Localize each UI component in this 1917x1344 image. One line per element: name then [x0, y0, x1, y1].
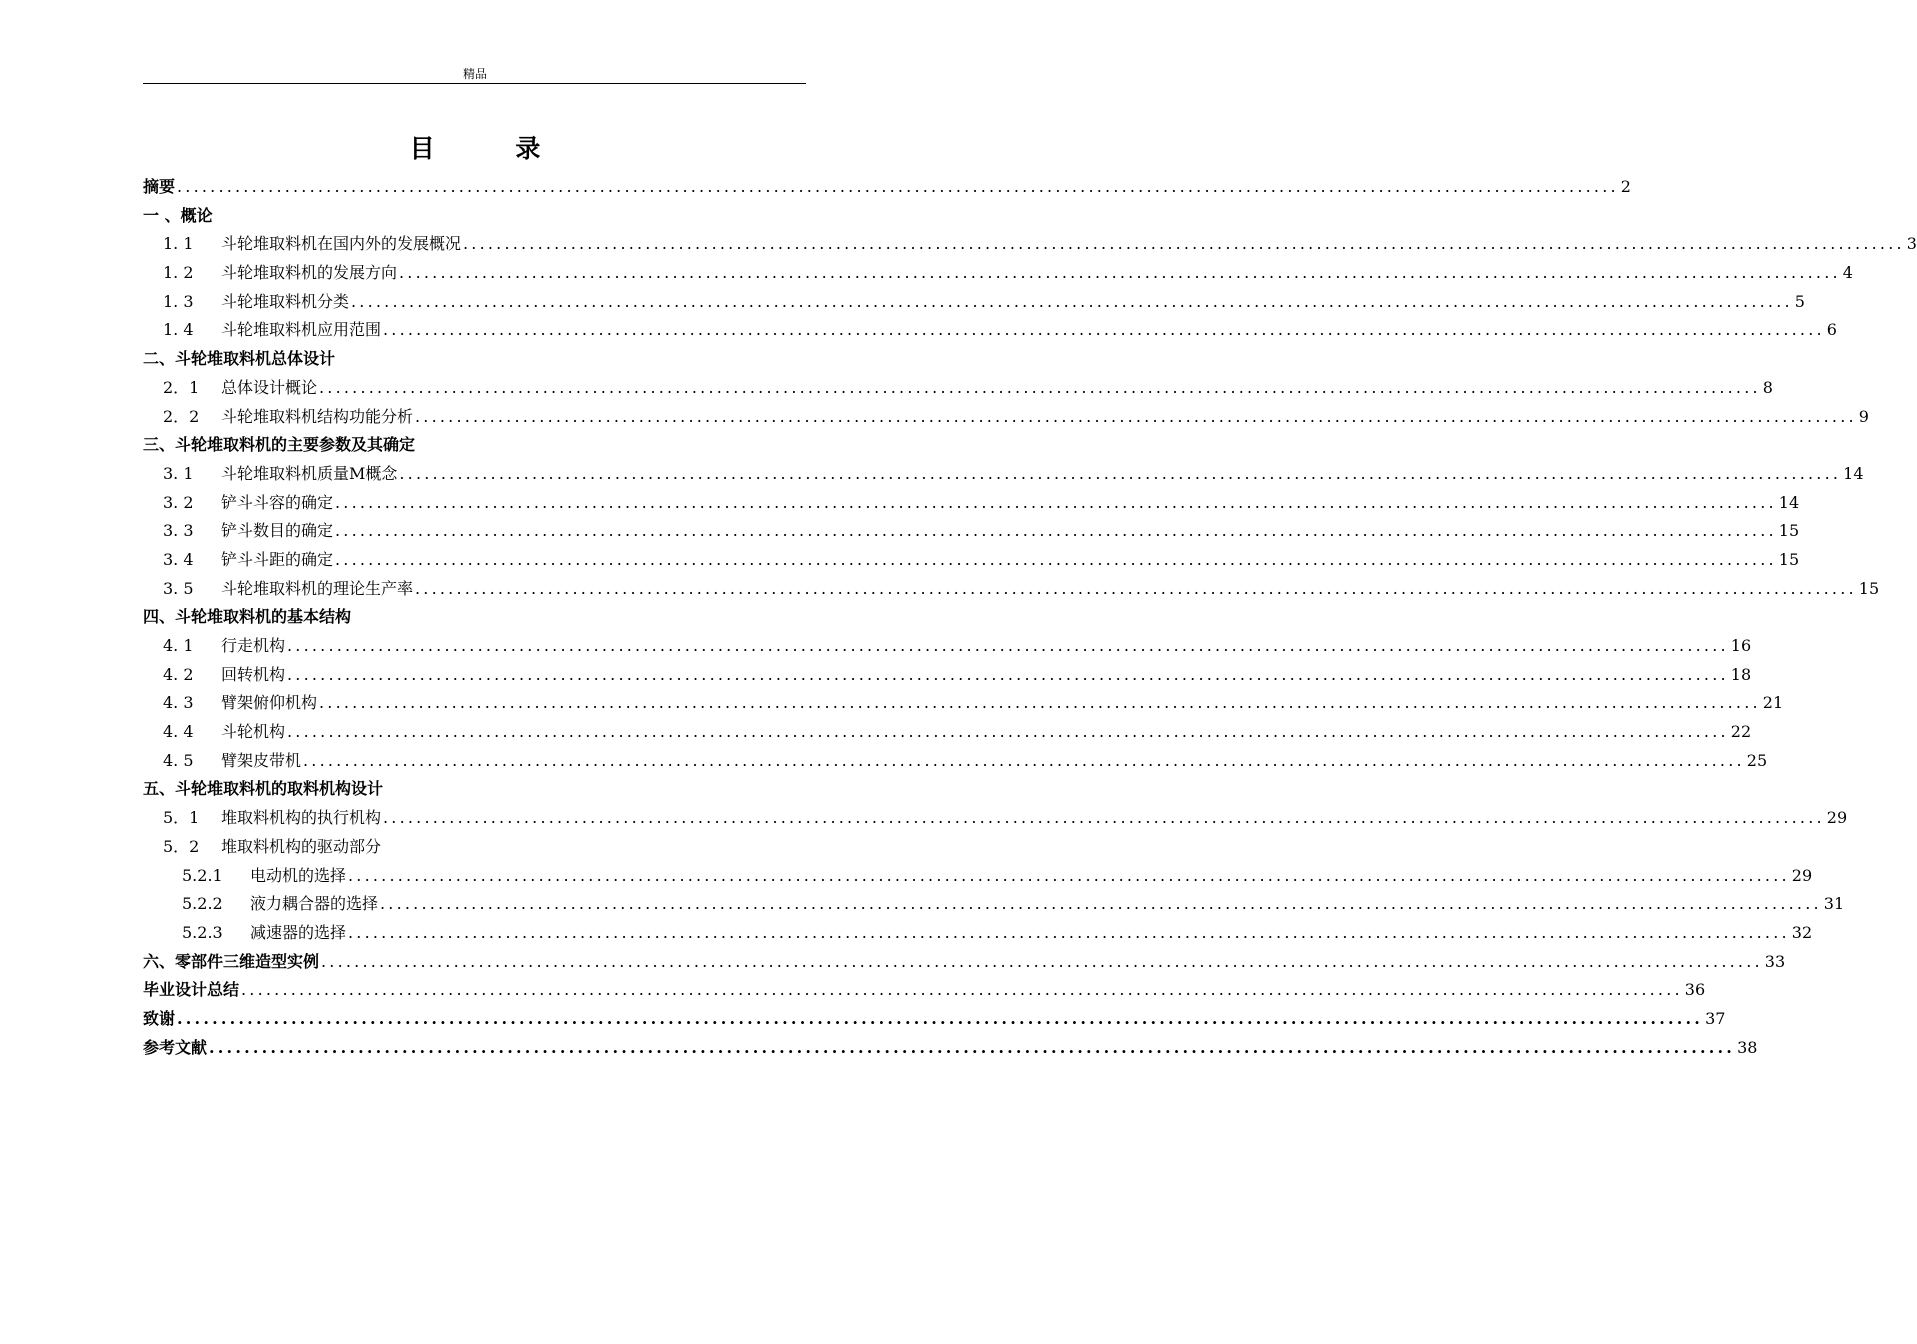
- toc-entry-label: 铲斗数目的确定: [221, 521, 334, 541]
- toc-entry[interactable]: [143, 1034, 1758, 1063]
- toc-leader-dots: ..............................................................................................................................................................................: [287, 636, 1729, 655]
- toc-entry-number: 2．1: [163, 377, 200, 397]
- toc-entry-label: 二、斗轮堆取料机总体设计: [143, 349, 336, 369]
- toc-entry[interactable]: [143, 489, 1800, 518]
- toc-leader-dots: ..............................................................................................................................................................................: [335, 521, 1777, 541]
- toc-leader-dots: ..............................................................................................................................................................................: [348, 922, 1790, 942]
- toc-leader-dots: ..............................................................................................................................................................................: [415, 578, 1857, 598]
- toc-entry-number: 5．1: [163, 808, 200, 828]
- toc-entry-label: 斗轮堆取料机应用范围: [221, 320, 382, 340]
- toc-entry-label: 一 、概论: [143, 205, 213, 225]
- toc-entry-page-number: 32: [1791, 922, 1813, 942]
- toc-entry-page-number: 15: [1778, 549, 1800, 569]
- toc-leader-dots: ..............................................................................................................................................................................: [399, 463, 1842, 483]
- toc-entry-number: 4. 4: [163, 722, 194, 742]
- toc-entry-label: 斗轮堆取料机的发展方向: [221, 263, 398, 283]
- toc-leader-dots: ..............................................................................................................................................................................: [351, 291, 1793, 311]
- toc-leader-dots: ..............................................................................................................................................................................: [348, 865, 1790, 885]
- toc-entry-number: 3. 1: [163, 463, 194, 483]
- toc-entry[interactable]: [143, 316, 1837, 345]
- toc-entry[interactable]: [143, 833, 867, 862]
- toc-entry-label: 斗轮堆取料机质量M概念: [221, 463, 398, 483]
- toc-entry[interactable]: [143, 546, 1800, 575]
- toc-entry-page-number: 2: [1620, 177, 1631, 196]
- toc-leader-dots: ..............................................................................................................................................................................: [335, 549, 1777, 569]
- toc-entry-page-number: 29: [1791, 865, 1813, 885]
- toc-entry[interactable]: [143, 948, 1786, 977]
- toc-entry-label: 三、斗轮堆取料机的主要参数及其确定: [143, 435, 416, 455]
- toc-entry[interactable]: [143, 976, 1706, 1005]
- toc-entry-page-number: 14: [1843, 463, 1864, 483]
- toc-entry[interactable]: [143, 517, 1800, 546]
- toc-leader-dots: ..............................................................................................................................................................................: [303, 750, 1745, 770]
- toc-entry[interactable]: [143, 747, 1768, 776]
- toc-entry-number: 3. 4: [163, 549, 194, 569]
- toc-title: 目 录: [409, 134, 577, 163]
- toc-entry[interactable]: [143, 288, 1805, 317]
- toc-entry-label: 臂架俯仰机构: [221, 693, 318, 713]
- toc-leader-dots: ..............................................................................................................................................................................: [287, 722, 1729, 742]
- toc-entry[interactable]: [143, 173, 1631, 202]
- toc-entry-number: 5.2.1: [182, 865, 223, 885]
- toc-entry[interactable]: [143, 919, 1813, 948]
- toc-entry[interactable]: [143, 775, 867, 804]
- toc-entry-page-number: 16: [1730, 636, 1752, 655]
- toc-entry-label: 铲斗斗距的确定: [221, 549, 334, 569]
- toc-entry[interactable]: [143, 259, 1853, 288]
- toc-entry-label: 总体设计概论: [221, 377, 318, 397]
- toc-entry-label: 回转机构: [221, 664, 286, 684]
- toc-entry-label: 电动机的选择: [250, 865, 347, 885]
- toc-leader-dots: ..............................................................................................................................................................................: [209, 1037, 1736, 1057]
- toc-entry-number: 1. 3: [163, 291, 194, 311]
- toc-entry[interactable]: [143, 890, 1845, 919]
- toc-entry[interactable]: [143, 603, 867, 632]
- toc-leader-dots: ..............................................................................................................................................................................: [287, 664, 1729, 684]
- toc-entry-label: 液力耦合器的选择: [250, 894, 379, 914]
- toc-entry-label: 四、斗轮堆取料机的基本结构: [143, 607, 352, 627]
- toc-entry[interactable]: [143, 718, 1752, 747]
- toc-entry-label: 五、斗轮堆取料机的取料机构设计: [143, 779, 384, 799]
- toc-entry-label: 致谢: [143, 1008, 176, 1028]
- toc-entry-page-number: 25: [1746, 750, 1768, 770]
- toc-entry-label: 参考文献: [143, 1037, 208, 1057]
- toc-entry-page-number: 36: [1684, 980, 1706, 1000]
- toc-entry-number: 4. 1: [163, 636, 194, 655]
- toc-entry-page-number: 15: [1858, 578, 1880, 598]
- toc-entry-number: 4. 5: [163, 750, 194, 770]
- toc-leader-dots: ..............................................................................................................................................................................: [415, 406, 1857, 426]
- toc-entry[interactable]: [143, 862, 1813, 891]
- toc-entry-number: 5.2.3: [182, 922, 223, 942]
- toc-entry-label: 斗轮堆取料机的理论生产率: [221, 578, 414, 598]
- toc-entry-number: 5.2.2: [182, 894, 223, 914]
- toc-entry[interactable]: [143, 403, 1869, 432]
- toc-leader-dots: ..............................................................................................................................................................................: [463, 234, 1905, 254]
- toc-entry[interactable]: [143, 689, 1784, 718]
- toc-entry-label: 堆取料机构的驱动部分: [221, 836, 382, 856]
- toc-entry-page-number: 4: [1842, 263, 1853, 283]
- toc-entry-page-number: 6: [1826, 320, 1837, 340]
- table-of-contents: [143, 173, 1917, 1062]
- toc-entry-page-number: 14: [1778, 492, 1800, 512]
- header-rule: [143, 83, 806, 84]
- toc-leader-dots: ..............................................................................................................................................................................: [380, 894, 1822, 914]
- toc-entry-number: 1. 2: [163, 263, 194, 283]
- toc-leader-dots: ..............................................................................................................................................................................: [335, 492, 1777, 512]
- toc-entry-number: 4. 3: [163, 693, 194, 713]
- toc-entry[interactable]: [143, 374, 1773, 403]
- toc-entry-page-number: 8: [1762, 377, 1773, 397]
- toc-entry-number: 2．2: [163, 406, 200, 426]
- toc-entry-label: 斗轮堆取料机在国内外的发展概况: [221, 234, 462, 254]
- toc-entry-number: 3. 5: [163, 578, 194, 598]
- toc-leader-dots: ..............................................................................................................................................................................: [241, 980, 1683, 1000]
- toc-entry-page-number: 29: [1826, 808, 1848, 828]
- toc-entry-number: 1. 4: [163, 320, 194, 340]
- toc-entry-number: 5．2: [163, 836, 200, 856]
- toc-entry-page-number: 15: [1778, 521, 1800, 541]
- toc-entry-number: 3. 2: [163, 492, 194, 512]
- toc-leader-dots: ..............................................................................................................................................................................: [177, 1008, 1704, 1028]
- toc-entry-label: 摘要: [143, 177, 176, 196]
- toc-entry-label: 斗轮堆取料机结构功能分析: [221, 406, 414, 426]
- page-header-text: 精品: [462, 67, 487, 81]
- toc-entry[interactable]: [143, 345, 867, 374]
- toc-entry-page-number: 31: [1823, 894, 1845, 914]
- toc-leader-dots: ..............................................................................................................................................................................: [177, 177, 1619, 196]
- toc-entry[interactable]: [143, 804, 1848, 833]
- toc-entry-page-number: 9: [1858, 406, 1869, 426]
- toc-leader-dots: ..............................................................................................................................................................................: [319, 693, 1761, 713]
- toc-entry-page-number: 38: [1737, 1037, 1758, 1057]
- toc-leader-dots: ..............................................................................................................................................................................: [399, 263, 1841, 283]
- toc-entry-number: 3. 3: [163, 521, 194, 541]
- toc-leader-dots: ..............................................................................................................................................................................: [383, 808, 1825, 828]
- toc-entry-label: 毕业设计总结: [143, 980, 240, 1000]
- toc-entry[interactable]: [143, 661, 1752, 690]
- toc-leader-dots: ..............................................................................................................................................................................: [321, 951, 1763, 971]
- toc-entry-page-number: 21: [1762, 693, 1784, 713]
- toc-entry[interactable]: [143, 460, 1864, 489]
- toc-entry-label: 六、零部件三维造型实例: [143, 951, 320, 971]
- toc-entry-label: 斗轮堆取料机分类: [221, 291, 350, 311]
- toc-leader-dots: ..............................................................................................................................................................................: [319, 377, 1761, 397]
- toc-leader-dots: ..............................................................................................................................................................................: [383, 320, 1825, 340]
- toc-entry[interactable]: [143, 230, 1917, 259]
- toc-entry-label: 行走机构: [221, 636, 286, 655]
- toc-entry-label: 堆取料机构的执行机构: [221, 808, 382, 828]
- toc-entry-page-number: 18: [1730, 664, 1752, 684]
- toc-entry[interactable]: [143, 575, 1880, 604]
- toc-entry-page-number: 5: [1794, 291, 1805, 311]
- toc-entry[interactable]: [143, 632, 1752, 661]
- toc-entry-page-number: 22: [1730, 722, 1752, 742]
- toc-entry[interactable]: [143, 202, 867, 231]
- toc-entry-page-number: 33: [1764, 951, 1786, 971]
- toc-entry[interactable]: [143, 431, 867, 460]
- toc-entry[interactable]: [143, 1005, 1726, 1034]
- toc-entry-label: 臂架皮带机: [221, 750, 302, 770]
- toc-entry-label: 斗轮机构: [221, 722, 286, 742]
- toc-entry-label: 铲斗斗容的确定: [221, 492, 334, 512]
- toc-entry-page-number: 37: [1705, 1008, 1726, 1028]
- toc-entry-page-number: 3: [1906, 234, 1917, 254]
- toc-entry-number: 4. 2: [163, 664, 194, 684]
- toc-entry-number: 1. 1: [163, 234, 194, 254]
- toc-entry-label: 减速器的选择: [250, 922, 347, 942]
